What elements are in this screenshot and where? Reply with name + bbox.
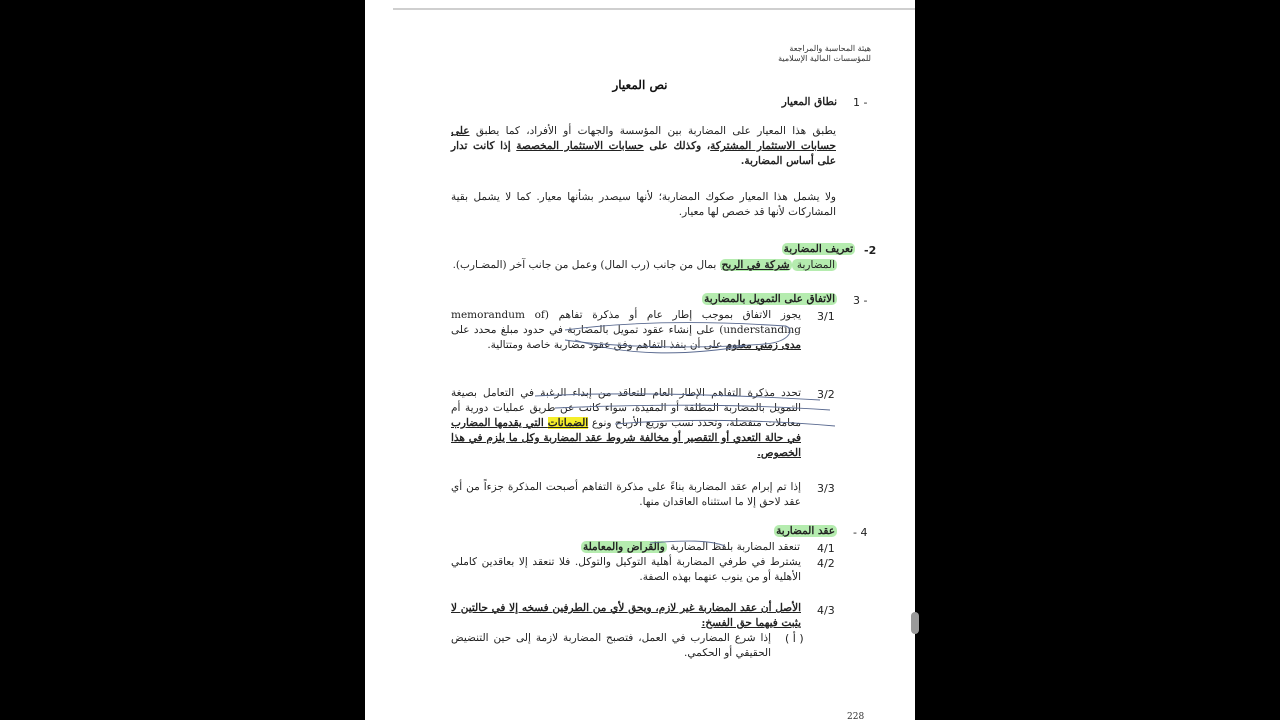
item-4-3-text: الأصل أن عقد المضاربة غير لازم، ويحق لأي من الطرفين فسخه إلا في حالتين لا يثبت فيهما حق الفسخ: (451, 602, 801, 629)
scroll-indicator (911, 612, 919, 634)
item-4-1-number: 4/1 (817, 542, 835, 555)
org-line-1: هيئة المحاسبة والمراجعة (789, 44, 871, 53)
item-4-2-text: يشترط في طرفي المضاربة أهلية التوكيل والتوكل. فلا تنعقد إلا بعاقدين كاملي الأهلية أو من ينوب عنهما بهذه الصفة. (451, 556, 801, 583)
subitem-a-text: إذا شرع المضارب في العمل، فتصبح المضاربة لازمة إلى حين التنضيض الحقيقي أو الحكمي. (451, 632, 771, 659)
item-4-1-text: تنعقد المضاربة بلفظ المضاربة والقراض والمعاملة (582, 541, 800, 553)
section-2-heading: تعريف المضاربة (783, 243, 853, 255)
document-title: نص المعيار (612, 78, 668, 92)
page-top-border (393, 8, 915, 10)
section-2-text: المضاربة شركة في الربح بمال من جانب (رب المال) وعمل من جانب آخر (المضـارب). (452, 259, 835, 271)
item-3-1-number: 3/1 (817, 310, 835, 323)
section-1-paragraph-2: ولا يشمل هذا المعيار صكوك المضاربة؛ لأنها سيصدر بشأنها معيار. كما لا يشمل بقية المشاركات لأنها قد خصص لها معيار. (451, 191, 836, 218)
section-1-heading: نطاق المعيار (781, 96, 837, 108)
item-3-1-text: يجوز الاتفاق بموجب إطار عام أو مذكرة تفاهم (memorandum of understanding) على إنشاء عقود تمويل بالمضاربة في حدود مبلغ محدد على مدى زمني معلوم على أن ينفذ التفاهم وفق عقود مضاربة خاصة ومتتالية. (451, 309, 801, 351)
item-3-2-text: تحدد مذكرة التفاهم الإطار العام للتعاقد من إبداء الرغبة في التعامل بصيغة التمويل بالمضاربة المطلقة أو المقيدة، سواء كانت عن طريق عمليات دورية أم معاملات منفصلة، وتحدد نسب توزيع الأرباح ونوع الضمانات التي يقدمها المضارب في حالة التعدي أو التقصير أو مخالفة شروط عقد المضاربة وكل ما يلزم في هذا الخصوص. (451, 387, 801, 459)
org-line-2: للمؤسسات المالية الإسلامية (778, 54, 871, 63)
item-3-3-number: 3/3 (817, 482, 835, 495)
section-3-number: 3 - (853, 294, 868, 307)
item-4-3-number: 4/3 (817, 604, 835, 617)
document-page (365, 0, 915, 720)
section-3-heading: الاتفاق على التمويل بالمضاربة (704, 293, 835, 305)
item-4-2-number: 4/2 (817, 557, 835, 570)
section-1-paragraph-1: يطبق هذا المعيار على المضاربة بين المؤسسة والجهات أو الأفراد، كما يطبق على حسابات الاستثمار المشتركة، وكذلك على حسابات الاستثمار المخصصة إذا كانت تدار على أساس المضاربة. (451, 125, 836, 167)
item-3-2-number: 3/2 (817, 388, 835, 401)
organization-header (778, 44, 871, 64)
subitem-a-number: ( أ ) (785, 632, 804, 645)
page-number: 228 (847, 712, 865, 720)
section-2-number: -2 (864, 244, 877, 257)
section-4-number: - 4 (853, 526, 868, 539)
item-3-3-text: إذا تم إبرام عقد المضاربة بناءً على مذكرة التفاهم أصبحت المذكرة جزءاً من أي عقد لاحق إلا ما استثناه العاقدان منها. (451, 481, 801, 508)
section-4-heading: عقد المضاربة (776, 525, 835, 537)
section-1-number: 1 - (853, 96, 868, 109)
